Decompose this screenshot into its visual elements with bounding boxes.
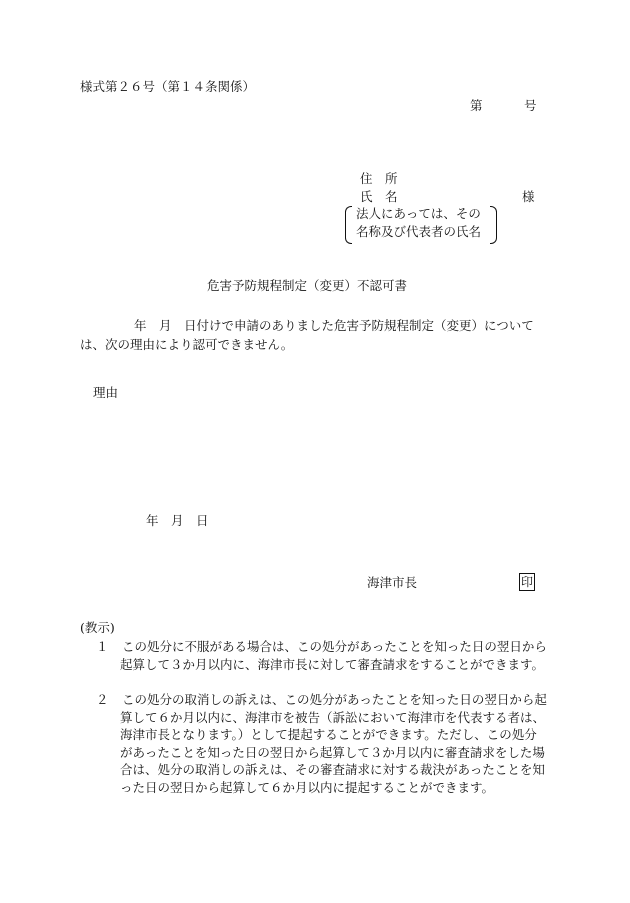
- notice-item-number: ２: [96, 692, 109, 707]
- notice-item: [96, 691, 548, 796]
- recipient-honorific: 様: [522, 189, 535, 204]
- corporate-note-line1: 法人にあっては、その: [356, 206, 481, 221]
- doc-number-label: 第: [470, 98, 483, 113]
- corporate-note-line2: 名称及び代表者の氏名: [356, 224, 482, 239]
- notice-item-number: １: [96, 639, 109, 654]
- form-number: 様式第２６号（第１４条関係）: [80, 79, 256, 94]
- issuer-name: 海津市長: [367, 575, 418, 590]
- recipient-address-label: 住 所: [360, 171, 398, 186]
- reason-label: 理由: [93, 385, 119, 400]
- issue-date: 年 月 日: [146, 513, 209, 528]
- body-text: 年 月 日付けで申請のありました危害予防規程制定（変更）については、次の理由により認可できません。: [80, 318, 534, 352]
- seal-mark: 印: [520, 575, 533, 589]
- recipient-name-label: 氏 名: [360, 189, 398, 204]
- document-title: 危害予防規程制定（変更）不認可書: [207, 278, 408, 293]
- notice-heading: (教示): [80, 620, 115, 635]
- notice-item-text: この処分の取消しの訴えは、この処分があったことを知った日の翌日から起算して６か月以内に、海津市を被告（訴訟において海津市を代表する者は、海津市長となります。）として提起することができます。ただし、この処分があったことを知った日の翌日から起算して３か月以内に審査請求をした場合は、処分の取消しの訴えは、その審査請求に対する裁決があったことを知った日の翌日から起算して６か月以内に提起することができます。: [120, 692, 547, 795]
- notice-item-text: この処分に不服がある場合は、この処分があったことを知った日の翌日から起算して３か月以内に、海津市長に対して審査請求をすることができます。: [120, 639, 547, 672]
- notice-item: [96, 638, 548, 673]
- doc-number-suffix: 号: [524, 98, 537, 113]
